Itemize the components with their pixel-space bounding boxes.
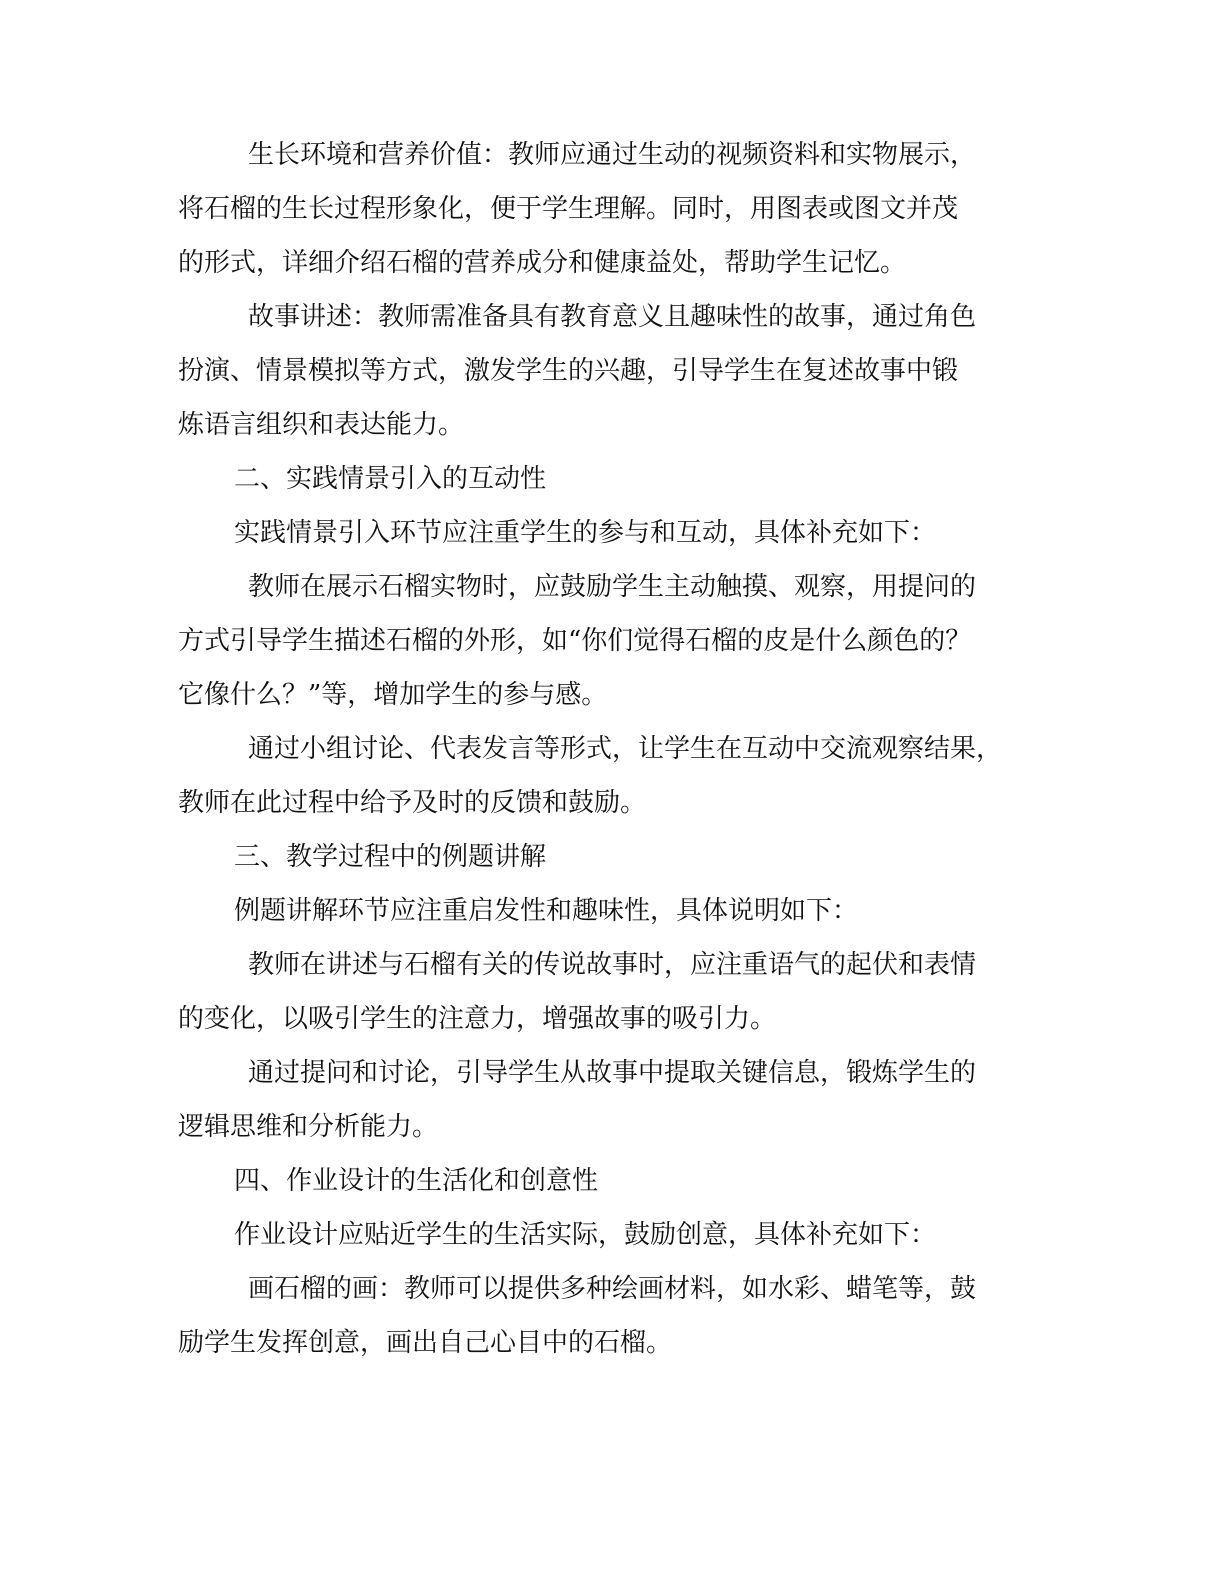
paragraph-line: 逻辑思维和分析能力。 (178, 1112, 439, 1142)
paragraph-line: 通过提问和讨论，引导学生从故事中提取关键信息，锻炼学生的 (248, 1058, 977, 1088)
paragraph-line: 将石榴的生长过程形象化，便于学生理解。同时，用图表或图文并茂 (178, 194, 959, 224)
paragraph-line: 炼语言组织和表达能力。 (178, 410, 465, 440)
paragraph-line: 通过小组讨论、代表发言等形式，让学生在互动中交流观察结果， (248, 734, 1003, 764)
section-heading: 二、实践情景引入的互动性 (234, 464, 547, 494)
paragraph-line: 画石榴的画：教师可以提供多种绘画材料，如水彩、蜡笔等，鼓 (248, 1274, 977, 1304)
paragraph-line: 生长环境和营养价值：教师应通过生动的视频资料和实物展示， (248, 140, 977, 170)
paragraph-line: 它像什么？”等，增加学生的参与感。 (178, 680, 608, 710)
paragraph-line: 故事讲述：教师需准备具有教育意义且趣味性的故事，通过角色 (248, 302, 977, 332)
section-heading: 三、教学过程中的例题讲解 (234, 842, 547, 872)
section-heading: 四、作业设计的生活化和创意性 (234, 1166, 599, 1196)
paragraph-line: 例题讲解环节应注重启发性和趣味性，具体说明如下： (234, 896, 859, 926)
paragraph-line: 的形式，详细介绍石榴的营养成分和健康益处，帮助学生记忆。 (178, 248, 907, 278)
paragraph-line: 的变化，以吸引学生的注意力，增强故事的吸引力。 (178, 1004, 777, 1034)
paragraph-line: 教师在讲述与石榴有关的传说故事时，应注重语气的起伏和表情 (248, 950, 977, 980)
paragraph-line: 实践情景引入环节应注重学生的参与和互动，具体补充如下： (234, 518, 937, 548)
paragraph-line: 教师在此过程中给予及时的反馈和鼓励。 (178, 788, 647, 818)
paragraph-line: 教师在展示石榴实物时，应鼓励学生主动触摸、观察，用提问的 (248, 572, 977, 602)
paragraph-line: 方式引导学生描述石榴的外形，如“你们觉得石榴的皮是什么颜色的？ (178, 626, 972, 656)
paragraph-line: 励学生发挥创意，画出自己心目中的石榴。 (178, 1328, 673, 1358)
paragraph-line: 扮演、情景模拟等方式，激发学生的兴趣，引导学生在复述故事中锻 (178, 356, 959, 386)
paragraph-line: 作业设计应贴近学生的生活实际，鼓励创意，具体补充如下： (234, 1220, 937, 1250)
